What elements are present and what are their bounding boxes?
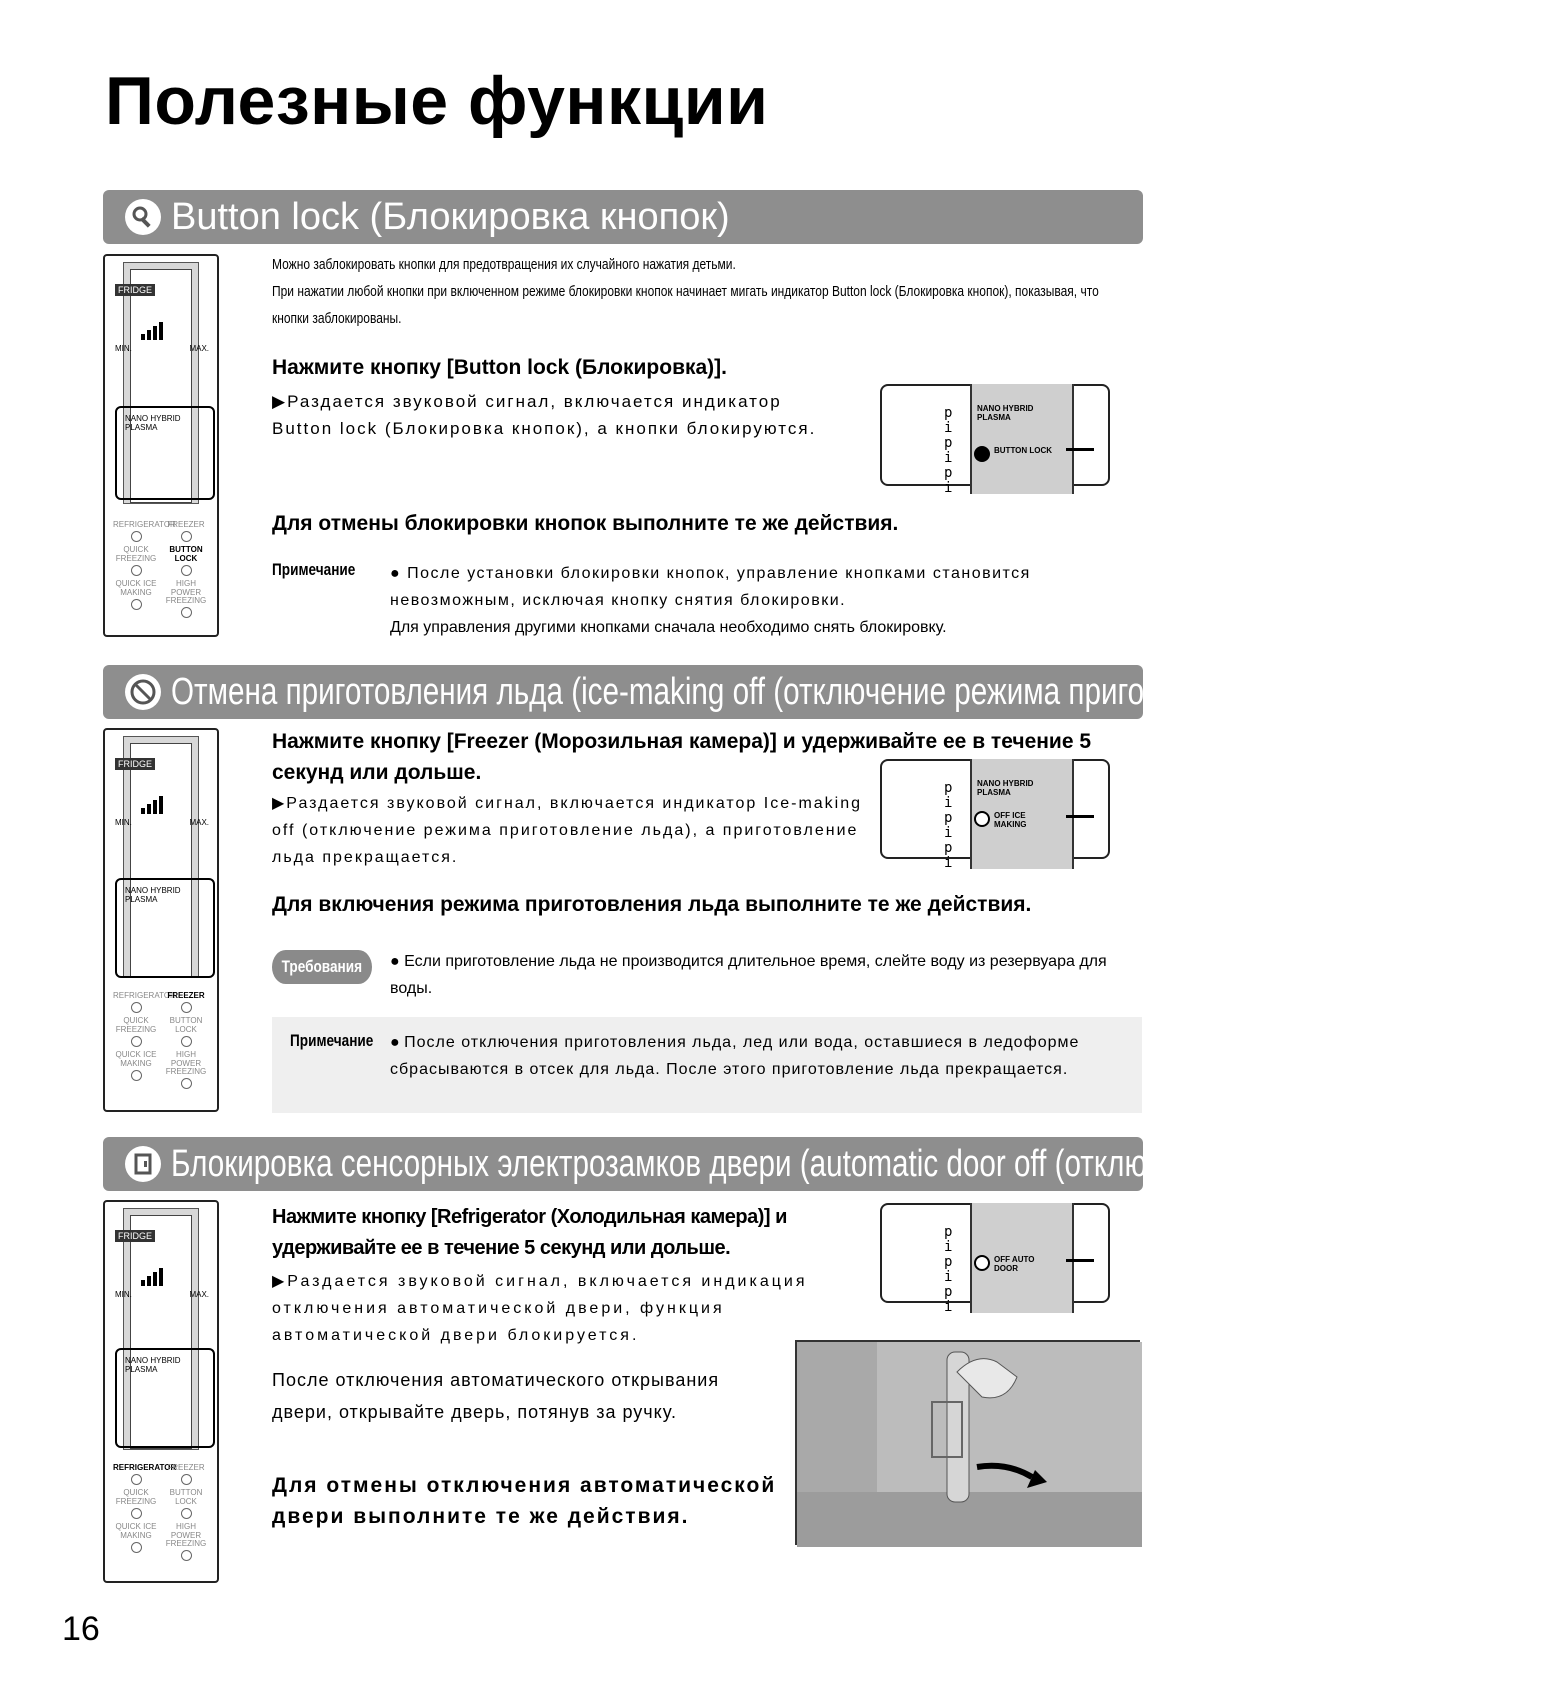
refrigerator-button: REFRIGERATOR (113, 1464, 159, 1485)
requirements-text: ● Если приготовление льда не производится длительное время, слейте воду из резервуара для воды. (390, 953, 1107, 997)
max-label: MAX. (189, 344, 209, 353)
nano-label: NANO HYBRID PLASMA (977, 404, 1034, 422)
min-label: MIN. (115, 1290, 132, 1299)
panel-buttons (113, 1464, 209, 1565)
step-text: ▶Раздается звуковой сигнал, включается индикация отключения автоматической двери, функция автоматической двери блокируется. (272, 1273, 808, 1344)
freezer-button: FREEZER (163, 992, 209, 1013)
beep-sound-text: pi pi pi (944, 780, 953, 871)
temperature-bars-icon (141, 796, 163, 814)
quick-ice-button: QUICK ICE MAKING (113, 580, 159, 618)
section-header-button-lock (103, 190, 1143, 244)
button-lock-button: BUTTON LOCK (163, 1017, 209, 1047)
body-text: После отключения автоматического открывания двери, открывайте дверь, потянув за ручку. (272, 1370, 720, 1422)
bullet-icon: ● (390, 953, 405, 970)
note-label: Примечание (290, 1031, 374, 1050)
nano-label: NANO HYBRID PLASMA (977, 779, 1034, 797)
fridge-label: FRIDGE (115, 284, 155, 296)
key-lock-icon (125, 199, 161, 235)
no-ice-icon (125, 674, 161, 710)
note-line-2: Для управления другими кнопками сначала необходимо снять блокировку. (390, 619, 947, 636)
step-text: ▶Раздается звуковой сигнал, включается индикатор Ice-making off (отключение режима приготовление льда), а приготовление льда прекращается. (272, 795, 863, 866)
nano-label: NANO HYBRID PLASMA (125, 886, 181, 904)
control-panel-illustration (103, 254, 219, 637)
min-label: MIN. (115, 344, 132, 353)
temperature-bars-icon (141, 1268, 163, 1286)
cancel-heading: Для отмены отключения автоматической двери выполните те же действия. (272, 1474, 777, 1528)
pointer-arrow-icon (1066, 448, 1094, 451)
nano-label: NANO HYBRID PLASMA (125, 1356, 181, 1374)
section-title: Отмена приготовления льда (ice-making off (отключение режима приготовление льда)) (171, 670, 1366, 713)
max-label: MAX. (189, 818, 209, 827)
button-lock-button: BUTTON LOCK (163, 546, 209, 576)
bullet-icon: ● (390, 1034, 405, 1051)
note-label: Примечание (272, 560, 356, 579)
high-power-button: HIGH POWER FREEZING (163, 580, 209, 618)
nano-label: NANO HYBRID PLASMA (125, 414, 181, 432)
indicator-highlight-box (115, 406, 215, 500)
panel-buttons (113, 521, 209, 622)
min-label: MIN. (115, 818, 132, 827)
control-panel-illustration (103, 728, 219, 1112)
intro-text-1: Можно заблокировать кнопки для предотвращения их случайного нажатия детьми. (272, 256, 736, 273)
refrigerator-button: REFRIGERATOR (113, 521, 159, 542)
quick-ice-button: QUICK ICE MAKING (113, 1051, 159, 1089)
door-icon (974, 1255, 990, 1271)
step-heading: Нажмите кнопку [Button lock (Блокировка)]. (272, 356, 727, 379)
enable-heading: Для включения режима приготовления льда выполните те же действия. (272, 893, 1032, 916)
requirements-badge: Требования (272, 950, 372, 984)
note-text (390, 560, 1132, 641)
step-heading: Нажмите кнопку [Refrigerator (Холодильная камера)] и удерживайте ее в течение 5 секунд или дольше. (272, 1206, 787, 1259)
cancel-heading: Для отмены блокировки кнопок выполните те же действия. (272, 512, 899, 535)
button-lock-indicator-label: BUTTON LOCK (994, 446, 1053, 455)
max-label: MAX. (189, 1290, 209, 1299)
auto-door-off-indicator-illustration (880, 1203, 1110, 1315)
ice-making-off-indicator-illustration (880, 759, 1110, 871)
section-title: Button lock (Блокировка кнопок) (171, 195, 730, 238)
door-handle-photo (795, 1340, 1140, 1545)
page-number: 16 (62, 1610, 100, 1648)
fridge-label: FRIDGE (115, 758, 155, 770)
high-power-button: HIGH POWER FREEZING (163, 1523, 209, 1561)
freezer-button: FREEZER (163, 1464, 209, 1485)
auto-door-off-indicator-label: OFF AUTO DOOR (994, 1255, 1035, 1273)
freezer-button: FREEZER (163, 521, 209, 542)
bullet-icon: ● (390, 565, 408, 582)
temperature-bars-icon (141, 322, 163, 340)
section-header-ice-making-off (103, 665, 1366, 719)
refrigerator-button: REFRIGERATOR (113, 992, 159, 1013)
ice-making-off-indicator-label: OFF ICE MAKING (994, 811, 1027, 829)
section-header-automatic-door-off (103, 1137, 1567, 1191)
quick-freezing-button: QUICK FREEZING (113, 546, 159, 576)
note-line-1: После установки блокировки кнопок, управление кнопками становится невозможным, исключая кнопку снятия блокировки. (390, 565, 1031, 609)
indicator-highlight-box (115, 1348, 215, 1448)
high-power-button: HIGH POWER FREEZING (163, 1051, 209, 1089)
pointer-arrow-icon (1066, 815, 1094, 818)
step-heading: Нажмите кнопку [Freezer (Морозильная камера)] и удерживайте ее в течение 5 секунд или дольше. (272, 730, 1092, 784)
fridge-label: FRIDGE (115, 1230, 155, 1242)
button-lock-indicator-illustration (880, 384, 1110, 496)
pointer-arrow-icon (1066, 1259, 1094, 1262)
note-box (272, 1017, 1142, 1113)
key-lock-icon (974, 446, 990, 462)
quick-freezing-button: QUICK FREEZING (113, 1489, 159, 1519)
quick-ice-button: QUICK ICE MAKING (113, 1523, 159, 1561)
panel-buttons (113, 992, 209, 1093)
note-text: ● После отключения приготовления льда, лед или вода, оставшиеся в ледоформе сбрасываются в отсек для льда. После этого приготовление льда прекращается. (390, 1034, 1080, 1078)
beep-sound-text: pi pi pi (944, 1224, 953, 1315)
no-ice-icon (974, 811, 990, 827)
section-title: Блокировка сенсорных электрозамков двери (automatic door off (отключение автомотической двери)) (171, 1142, 1567, 1185)
button-lock-button: BUTTON LOCK (163, 1489, 209, 1519)
step-text: ▶Раздается звуковой сигнал, включается индикатор Button lock (Блокировка кнопок), а кнопки блокируются. (272, 392, 817, 438)
control-panel-illustration (103, 1200, 219, 1583)
beep-sound-text: pi pi pi (944, 405, 953, 496)
page-title: Полезные функции (105, 63, 769, 139)
door-icon (125, 1146, 161, 1182)
indicator-highlight-box (115, 878, 215, 978)
quick-freezing-button: QUICK FREEZING (113, 1017, 159, 1047)
intro-text-2: При нажатии любой кнопки при включенном режиме блокировки кнопок начинает мигать индикатор Button lock (Блокировка кнопок), показывая, что кнопки заблокированы. (272, 283, 1099, 327)
